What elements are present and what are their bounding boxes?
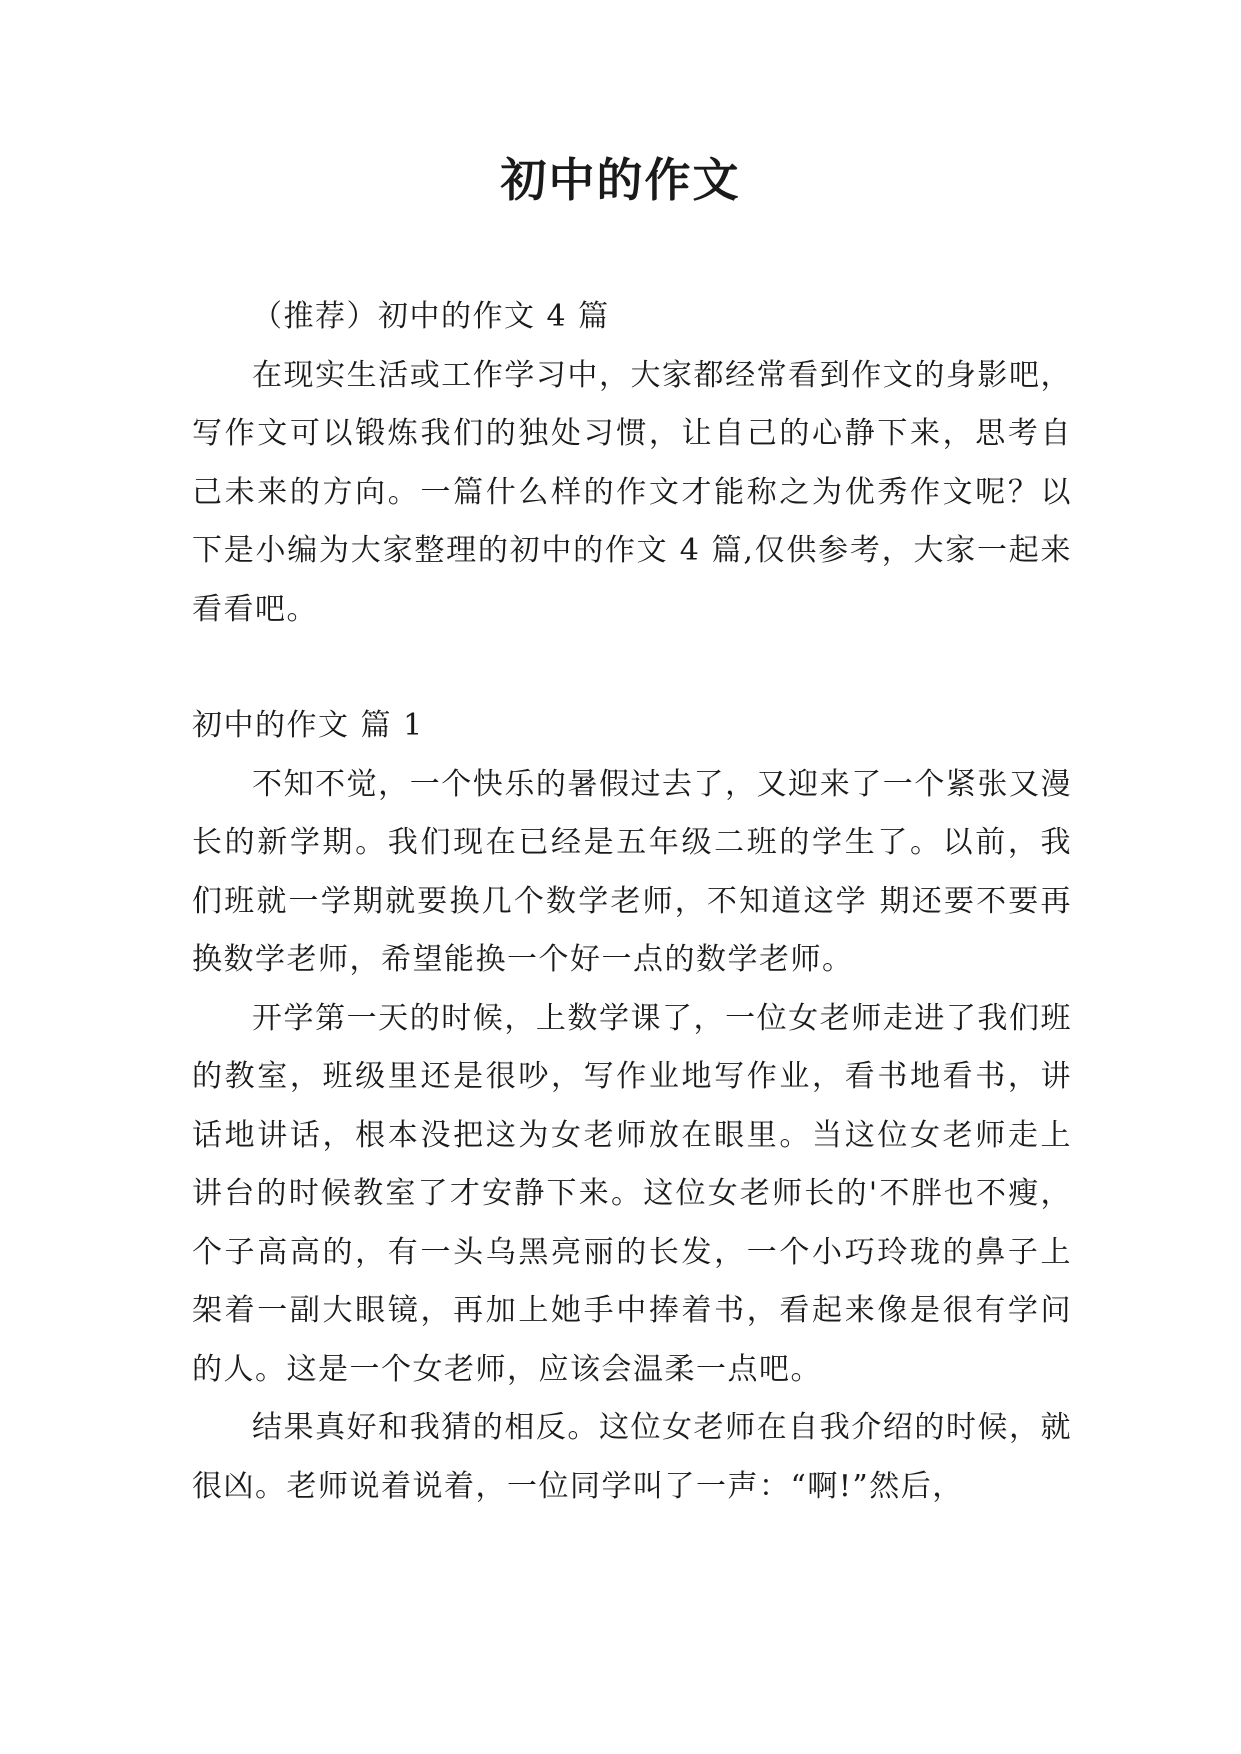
section-heading: 初中的作文 篇 1 (192, 708, 424, 743)
section-spacer (192, 639, 1072, 697)
document-title: 初中的作文 (500, 153, 741, 207)
body-paragraph: 结果真好和我猜的相反。这位女老师在自我介绍的时候，就很凶。老师说着说着，一位同学叫了一声：“啊!”然后， (192, 1410, 1072, 1504)
subtitle-line: （推荐）初中的作文 4 篇 (252, 299, 610, 334)
intro-paragraph: 在现实生活或工作学习中，大家都经常看到作文的身影吧，写作文可以锻炼我们的独处习惯，让自己的心静下来，思考自己未来的方向。一篇什么样的作文才能称之为优秀作文呢？以下是小编为大家整理的初中的作文 4 篇,仅供参考，大家一起来看看吧。 (192, 357, 1072, 627)
body-paragraph: 开学第一天的时候，上数学课了，一位女老师走进了我们班的教室，班级里还是很吵，写作业地写作业，看书地看书，讲话地讲话，根本没把这为女老师放在眼里。当这位女老师走上讲台的时候教室了才安静下来。这位女老师长的'不胖也不瘦，个子高高的，有一头乌黑亮丽的长发，一个小巧玲珑的鼻子上架着一副大眼镜，再加上她手中捧着书，看起来像是很有学问的人。这是一个女老师，应该会温柔一点吧。 (192, 1000, 1072, 1387)
document-body (192, 288, 1072, 1516)
body-paragraph: 不知不觉，一个快乐的暑假过去了，又迎来了一个紧张又漫长的新学期。我们现在已经是五年级二班的学生了。以前，我们班就一学期就要换几个数学老师，不知道这学 期还要不要再换数学老师，希望能换一个好一点的数学老师。 (192, 766, 1072, 977)
